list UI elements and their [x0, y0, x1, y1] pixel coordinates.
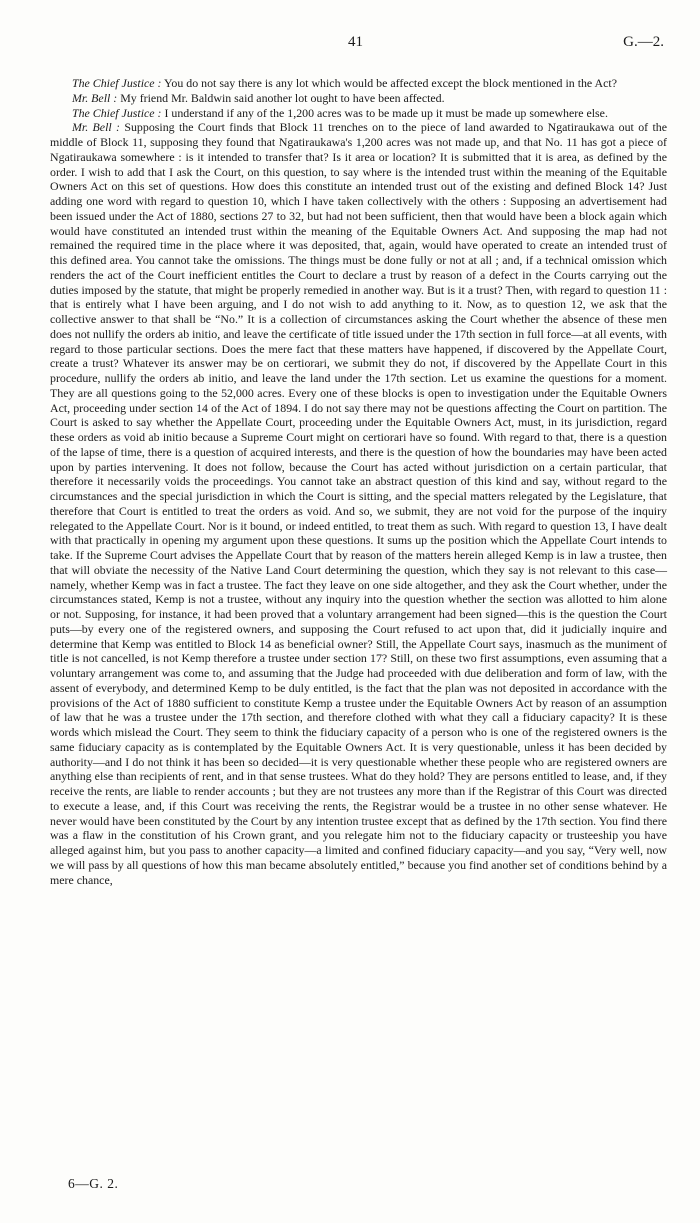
page-header: [0, 34, 700, 56]
speaker-name: Mr. Bell :: [72, 120, 121, 135]
transcript-paragraph: [50, 76, 667, 91]
paragraph-text: Supposing the Court finds that Block 11 trenches on to the piece of land awarded to Ngatiraukawa out of the middle of Block 11, supposing they found that Ngatiraukawa's 1,200 acres was not made up, and that No. 11 has got a piece of Ngatiraukawa somewhere : is it intended to transfer that? Is it area or location? It is submitted that it is area, as defined by the order. I wish to add that I ask the Court, on this question, to say where is the intended trust within the meaning of the Equitable Owners Act on this set of questions. How does this constitute an intended trust out of the existing and defined Block 14? Just adding one word with regard to question 10, which I have taken collectively with the others : Supposing an advertisement had been issued under the Act of 1880, sections 27 to 32, but had not been sufficient, then that would have been a block again which would have constituted an intended trust within the meaning of the Equitable Owners Act. And supposing the map had not remained the required time in the place where it was deposited, that, again, would have operated to create an intended trust of this defined area. You cannot take the omissions. The things must be done fully or not at all ; and, if a technical omission which renders the act of the Court inefficient entitles the Court to declare a trust by reason of a defect in the Courts carrying out the duties imposed by the statute, that might be properly remedied in another way. But is it a trust? Then, with regard to question 11 : that is entirely what I have been arguing, and I do not wish to add anything to it. Now, as to question 12, we ask that the collective answer to that shall be “No.” It is a collection of circumstances asking the Court whether the absence of these men does not nullify the orders ab initio, and leave the certificate of title issued under the 17th section in full force—at all events, with regard to those particular sections. Does the mere fact that these matters have happened, if discovered by the Appellate Court, create a trust? Whatever its answer may be on certiorari, we submit they do not, if discovered by the Appellate Court in this procedure, nullify the orders ab initio, and leave the land under the 17th section. Let us examine the questions for a moment. They are all questions going to the 52,000 acres. Every one of these blocks is open to investigation under the Equitable Owners Act, proceeding under section 14 of the Act of 1894. I do not say there may not be questions affecting the Court on partition. The Court is asked to say whether the Appellate Court, proceeding under the Equitable Owners Act, must, in its jurisdiction, regard these orders as void ab initio because a Supreme Court might on certiorari have so found. With regard to that, there is a question of the lapse of time, there is a question of acquired interests, and there is the question of how the boundaries may have been acted upon by parties intervening. It does not follow, because the Court has acted without jurisdiction on a certain particular, that therefore it necessarily voids the proceedings. You cannot take an abstract question of this kind and say, without regard to the circumstances and the special jurisdiction in which the Court is sitting, and the special matters relegated by the Legislature, that therefore that Court is entitled to treat the orders as void. And so, we submit, they are not void for the purpose of the inquiry relegated to the Appellate Court. Nor is it bound, or indeed entitled, to treat them as such. With regard to question 13, I have dealt with that practically in opening my argument upon these questions. It sums up the position which the Appellate Court intends to take. If the Supreme Court advises the Appellate Court that by reason of the matters herein alleged Kemp is in law a trustee, then that will obviate the necessity of the Native Land Court determining the question, which they say is not relevant to this case—namely, whether Kemp was in fact a trustee. The fact they leave on one side altogether, and they ask the Court whether, under the circumstances stated, Kemp is not a trustee, without any inquiry into the question whether the section was allotted to him alone or not. Supposing, for instance, it had been proved that a voluntary arrangement had been signed—this is the question the Court puts—by every one of the registered owners, and supposing the Court refused to act upon that, did it judicially inquire and determine that Kemp was entitled to Block 14 as beneficial owner? Still, the Appellate Court says, inasmuch as the muniment of title is not cancelled, is not Kemp therefore a trustee under section 17? Still, on these two first assumptions, even assuming that a voluntary arrangement was come to, and assuming that the Judge had proceeded with due deliberation and form of law, with the assent of everybody, and determined Kemp to be duly entitled, is the fact that the plan was not deposited in accordance with the provisions of the Act of 1880 sufficient to constitute Kemp a trustee under the Equitable Owners Act by reason of an assumption of law that he was a trustee under the 17th section, and therefore clothed with what they call a fiduciary capacity? It is these words which mislead the Court. They seem to think the fiduciary capacity of a person who is one of the registered owners is the same fiduciary capacity as is contemplated by the Equitable Owners Act. It is very questionable, unless it has been decided by authority—and I do not think it has been so decided—it is very questionable whether these people who are registered owners are anything else than recipients of rent, and in that sense trustees. What do they hold? They are persons entitled to lease, and, if they receive the rents, are liable to render accounts ; but they are not trustees any more than if the Registrar of this Court was directed to execute a lease, and, if this Court was receiving the rents, the Registrar would be a trustee in no other sense whatever. He never would have been constituted by the Court by any intention trustee except that as defined by the 17th section. You find there was a flaw in the constitution of his Crown grant, and you relegate him not to the fiduciary capacity or trusteeship you have alleged against him, but you pass to another capacity—a limited and confined fiduciary capacity—and you say, “Very well, now we will pass by all questions of how this man became absolutely entitled,” because you find another set of conditions behind by a mere chance,: [50, 120, 667, 887]
paragraph-text: You do not say there is any lot which would be affected except the block mentioned in the Act?: [161, 76, 617, 90]
paragraph-text: My friend Mr. Baldwin said another lot ought to have been affected.: [117, 90, 445, 105]
speaker-name: The Chief Justice :: [72, 105, 162, 120]
page-signature: 6—G. 2.: [68, 1176, 119, 1191]
page-number: 41: [348, 34, 363, 50]
transcript-body: [50, 76, 667, 887]
transcript-paragraph: [50, 106, 667, 121]
paragraph-text: I understand if any of the 1,200 acres was to be made up it must be made up somewhere else.: [161, 105, 608, 120]
paper-reference: G.—2.: [623, 34, 664, 50]
transcript-paragraph: [50, 120, 667, 887]
speaker-name: The Chief Justice :: [72, 76, 162, 90]
speaker-name: Mr. Bell :: [72, 90, 118, 105]
transcript-paragraph: [50, 91, 667, 106]
